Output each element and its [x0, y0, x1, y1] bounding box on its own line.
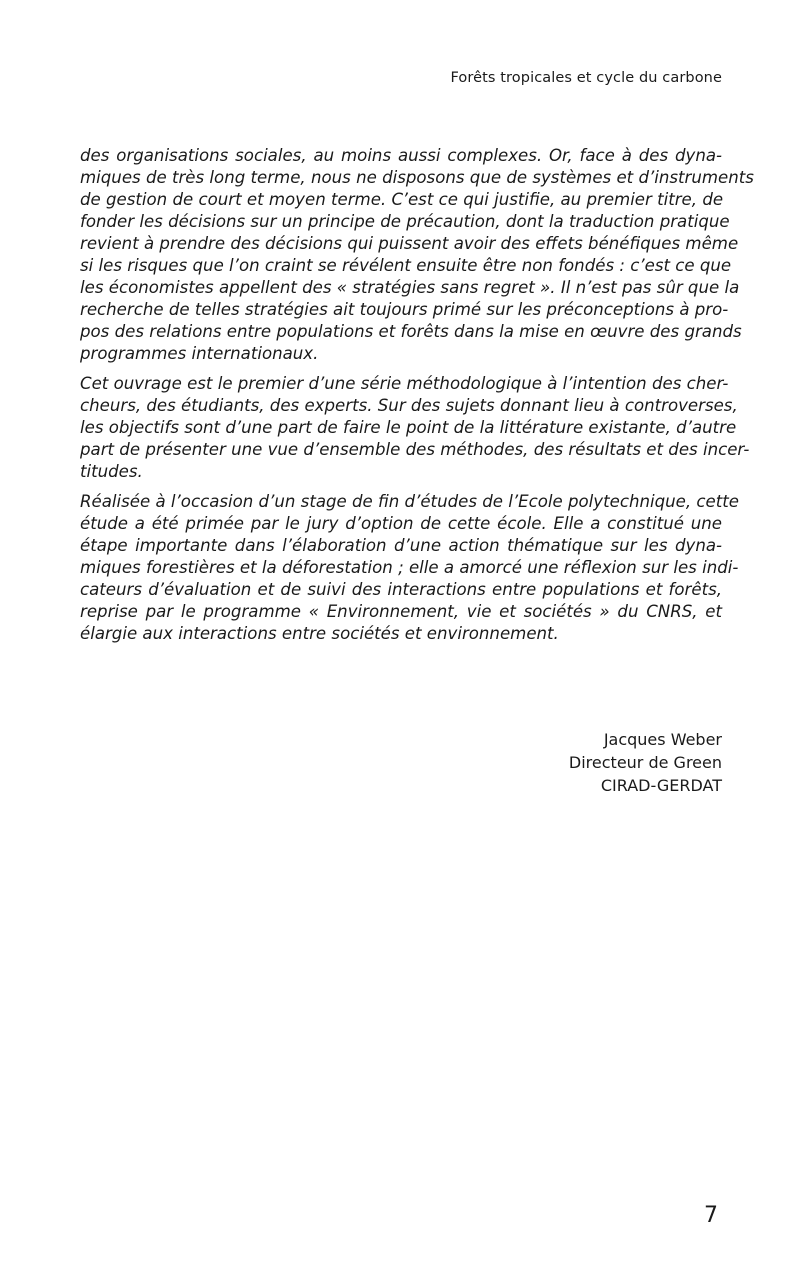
page-number: 7	[704, 1203, 718, 1228]
signature-block	[569, 728, 722, 797]
text-line: cateurs d’évaluation et de suivi des interactions entre populations et forêts,	[80, 580, 722, 599]
text-line: cheurs, des étudiants, des experts. Sur des sujets donnant lieu à controverses,	[80, 396, 738, 415]
text-line: les objectifs sont d’une part de faire le point de la littérature existante, d’autre	[80, 418, 737, 437]
text-line: de gestion de court et moyen terme. C’est ce qui justifie, au premier titre, de	[80, 190, 724, 209]
signature-organization: CIRAD-GERDAT	[600, 776, 722, 795]
text-line: Cet ouvrage est le premier d’une série méthodologique à l’intention des cher-	[80, 374, 729, 393]
text-line: des organisations sociales, au moins aussi complexes. Or, face à des dyna-	[80, 146, 722, 165]
text-line: titudes.	[80, 462, 143, 481]
text-line: reprise par le programme « Environnement, vie et sociétés » du CNRS, et	[80, 602, 722, 621]
text-line: programmes internationaux.	[80, 344, 319, 363]
text-line: revient à prendre des décisions qui puissent avoir des effets bénéfiques même	[80, 234, 739, 253]
text-line: Réalisée à l’occasion d’un stage de fin d’études de l’Ecole polytechnique, cette	[80, 492, 739, 511]
text-line: les économistes appellent des « stratégies sans regret ». Il n’est pas sûr que la	[80, 278, 740, 297]
running-header: Forêts tropicales et cycle du carbone	[450, 70, 722, 86]
body-text	[80, 145, 754, 653]
signature-name: Jacques Weber	[603, 730, 722, 749]
text-line: part de présenter une vue d’ensemble des méthodes, des résultats et des incer-	[80, 440, 750, 459]
text-line: recherche de telles stratégies ait toujours primé sur les préconceptions à pro-	[80, 300, 729, 319]
paragraph	[80, 145, 754, 365]
text-line: élargie aux interactions entre sociétés et environnement.	[80, 624, 559, 643]
paragraph	[80, 373, 750, 483]
paragraph	[80, 491, 739, 645]
signature-title: Directeur de Green	[568, 753, 722, 772]
text-line: pos des relations entre populations et forêts dans la mise en œuvre des grands	[80, 322, 742, 341]
text-line: étape importante dans l’élaboration d’une action thématique sur les dyna-	[80, 536, 722, 555]
text-line: miques forestières et la déforestation ; elle a amorcé une réflexion sur les indi-	[80, 558, 739, 577]
text-line: miques de très long terme, nous ne disposons que de systèmes et d’instruments	[80, 168, 754, 187]
text-line: fonder les décisions sur un principe de précaution, dont la traduction pratique	[80, 212, 730, 231]
text-line: si les risques que l’on craint se révélent ensuite être non fondés : c’est ce que	[80, 256, 732, 275]
text-line: étude a été primée par le jury d’option de cette école. Elle a constitué une	[80, 514, 722, 533]
